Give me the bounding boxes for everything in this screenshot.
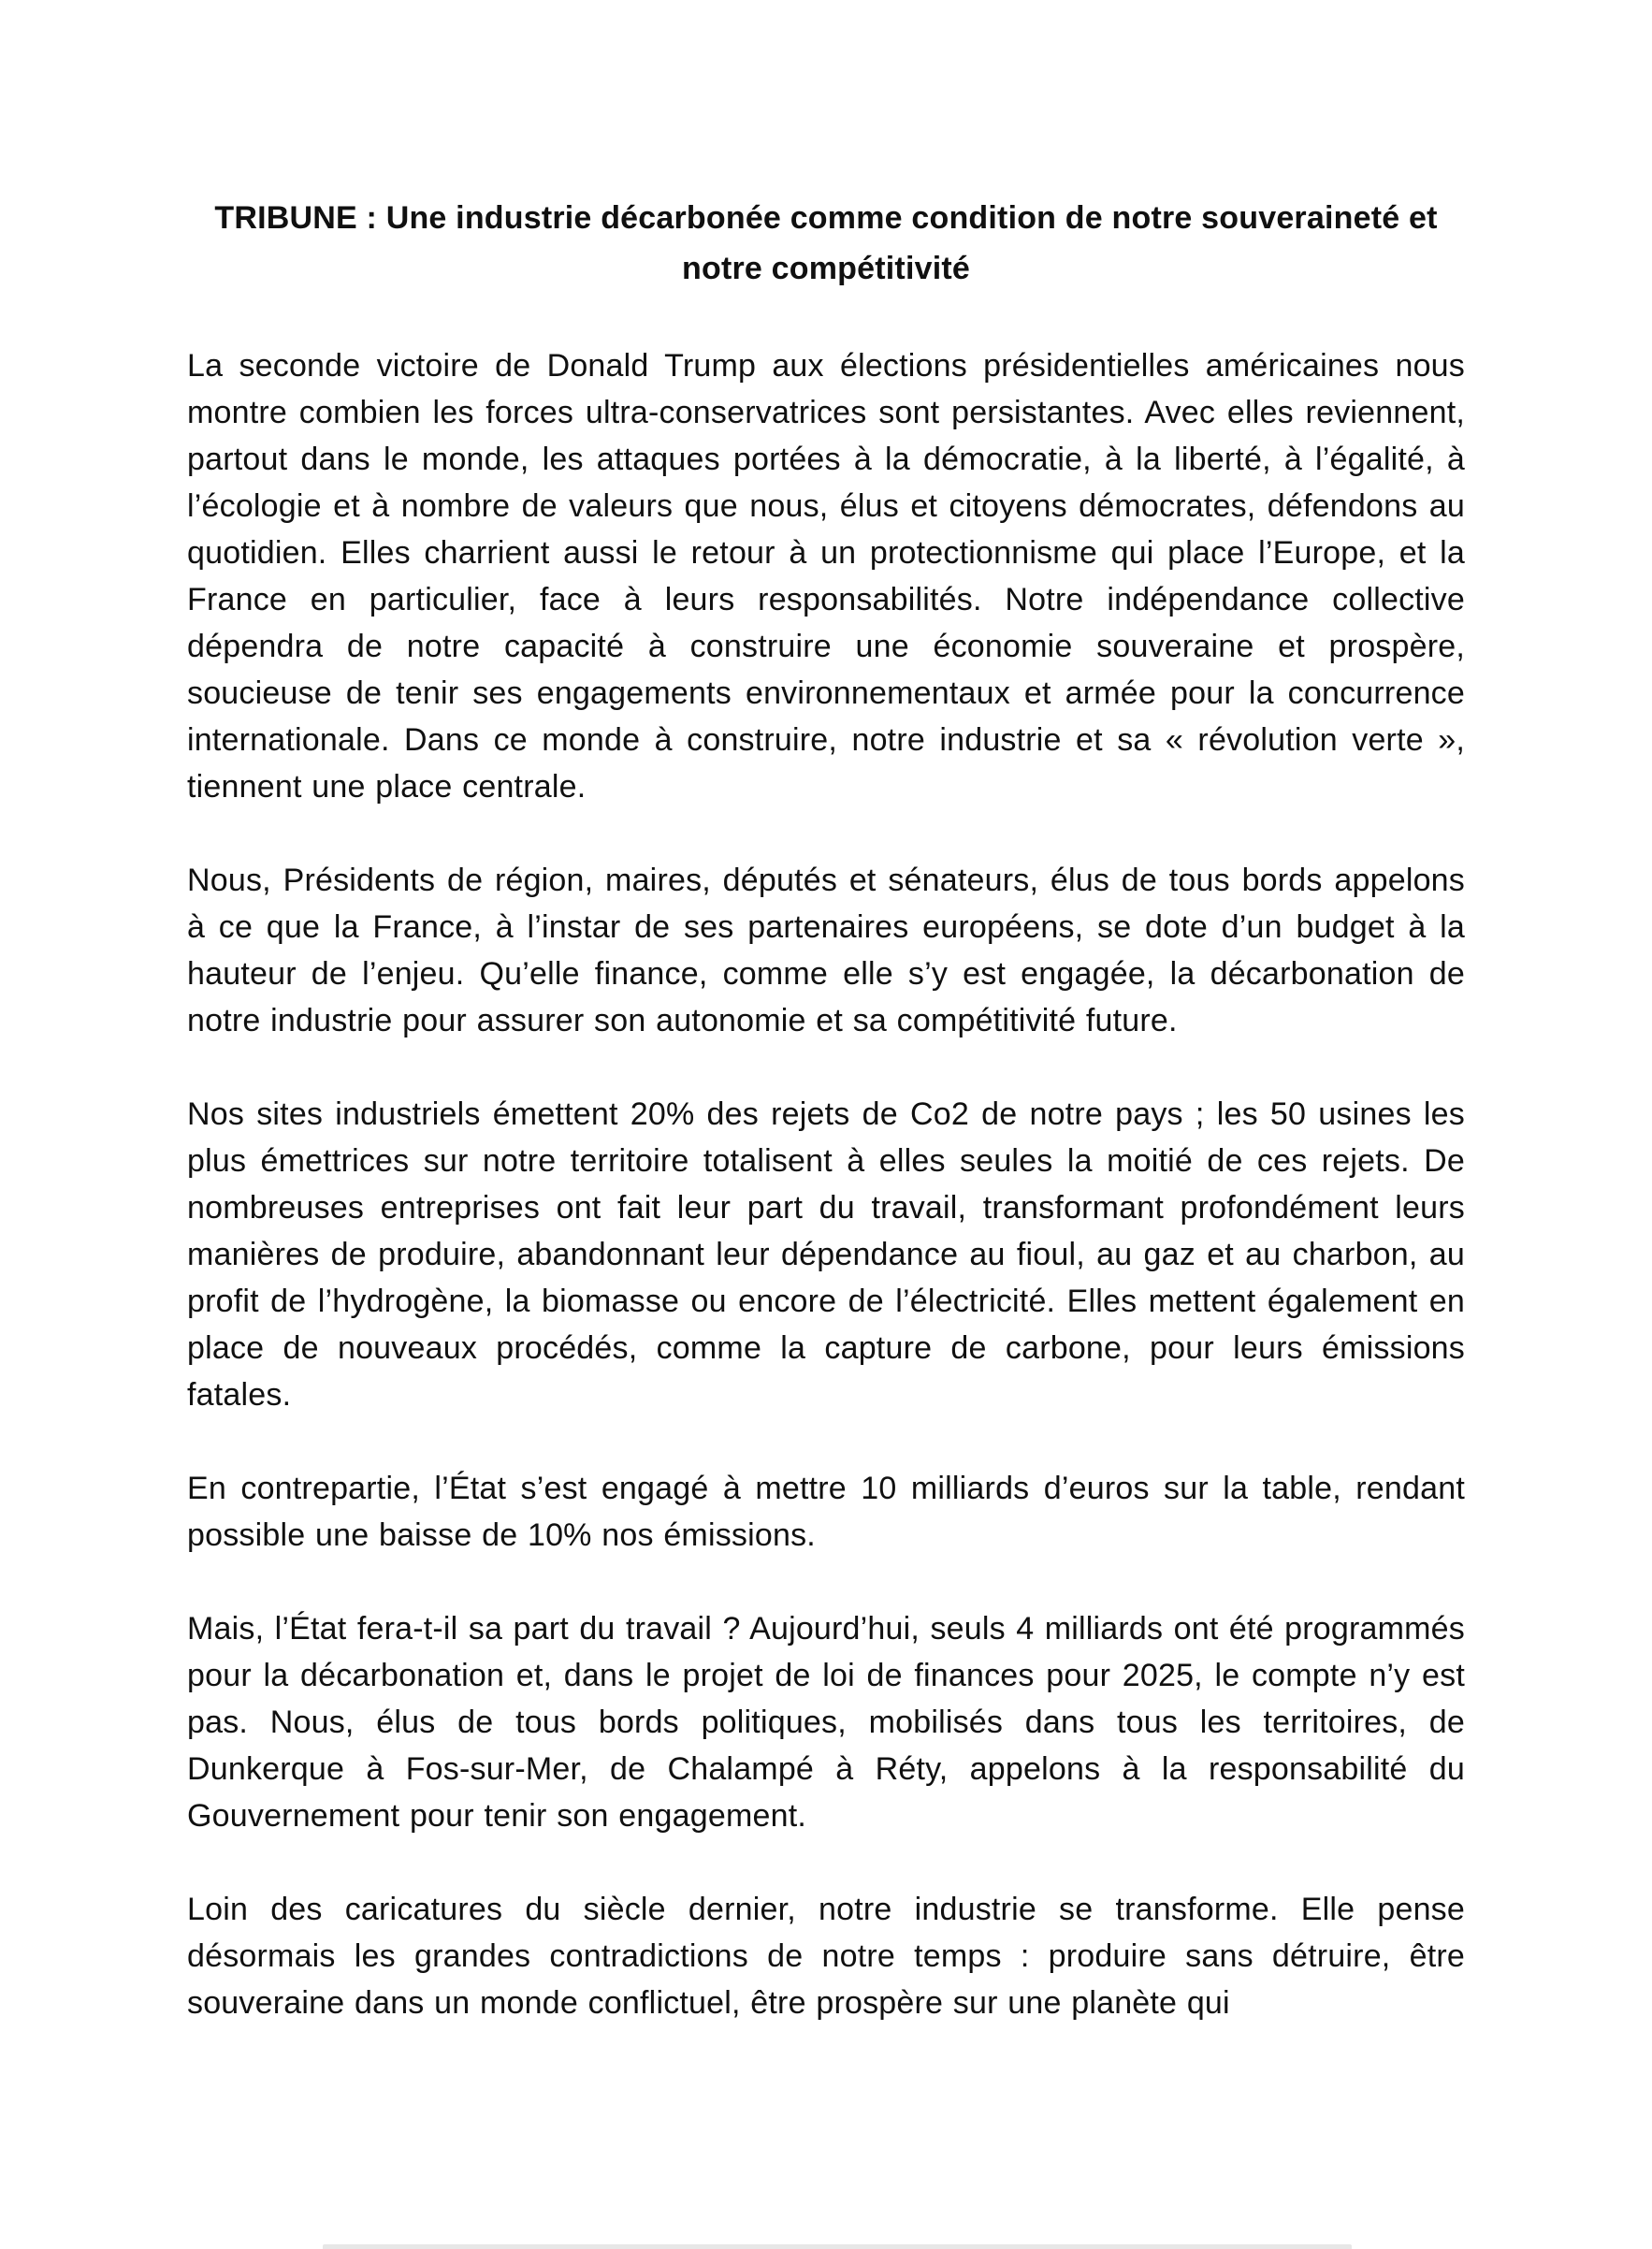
paragraph-sites-industriels: Nos sites industriels émettent 20% des rejets de Co2 de notre pays ; les 50 usines les plus émettrices sur notre territoire totalisent à elles seules la moitié de ces rejets. De nombreuses entreprises ont fait leur part du travail, transformant profondément leurs manières de produire, abandonnant leur dépendance au fioul, au gaz et au charbon, au profit de l’hydrogène, la biomasse ou encore de l’électricité. Elles mettent également en place de nouveaux procédés, comme la capture de carbone, pour leurs émissions fatales. (187, 1096, 1465, 1413)
paragraph-appel-elus: Nous, Présidents de région, maires, députés et sénateurs, élus de tous bords appelons à ce que la France, à l’instar de ses partenaires européens, se dote d’un budget à la hauteur de l’enjeu. Qu’elle finance, comme elle s’y est engagée, la décarbonation de notre industrie pour assurer son autonomie et sa compétitivité future. (187, 863, 1465, 1038)
paragraph-engagement-etat: En contrepartie, l’État s’est engagé à mettre 10 milliards d’euros sur la table, rendant possible une baisse de 10% nos émissions. (187, 1471, 1465, 1553)
page-bottom-edge (323, 2244, 1352, 2249)
paragraph-intro: La seconde victoire de Donald Trump aux élections présidentielles américaines nous montre combien les forces ultra-conservatrices sont persistantes. Avec elles reviennent, partout dans le monde, les attaques portées à la démocratie, à la liberté, à l’égalité, à l’écologie et à nombre de valeurs que nous, élus et citoyens démocrates, défendons au quotidien. Elles charrient aussi le retour à un protectionnisme qui place l’Europe, et la France en particulier, face à leurs responsabilités. Notre indépendance collective dépendra de notre capacité à construire une économie souveraine et prospère, soucieuse de tenir ses engagements environnementaux et armée pour la concurrence internationale. Dans ce monde à construire, notre industrie et sa « révolution verte », tiennent une place centrale. (187, 348, 1465, 805)
paragraph-budget-2025: Mais, l’État fera-t-il sa part du travail ? Aujourd’hui, seuls 4 milliards ont été programmés pour la décarbonation et, dans le projet de loi de finances pour 2025, le compte n’y est pas. Nous, élus de tous bords politiques, mobilisés dans tous les territoires, de Dunkerque à Fos-sur-Mer, de Chalampé à Réty, appelons à la responsabilité du Gouvernement pour tenir son engagement. (187, 1611, 1465, 1834)
document-title: TRIBUNE : Une industrie décarbonée comme condition de notre souveraineté et notre compétitivité (214, 200, 1438, 286)
paragraph-industrie-transforme: Loin des caricatures du siècle dernier, notre industrie se transforme. Elle pense désormais les grandes contradictions de notre temps : produire sans détruire, être souveraine dans un monde conflictuel, être prospère sur une planète qui (187, 1892, 1465, 2021)
